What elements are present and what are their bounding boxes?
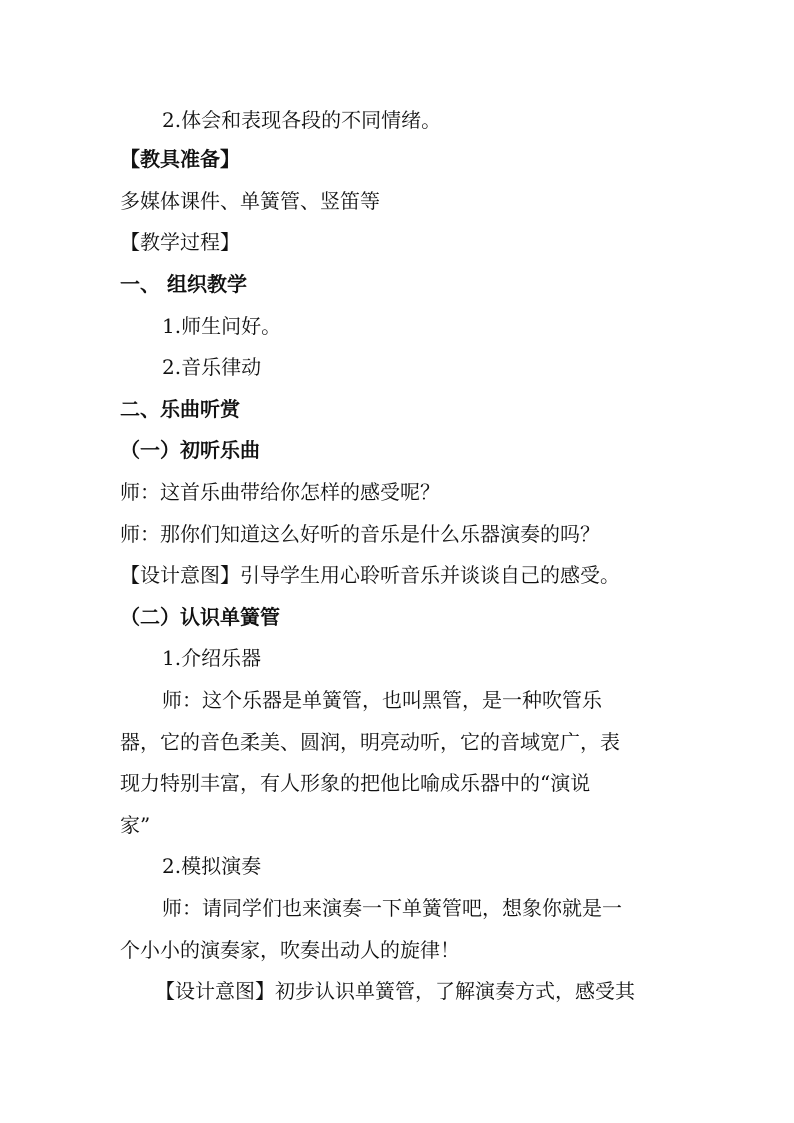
design-intent-1: 【设计意图】引导学生用心聆听音乐并谈谈自己的感受。 [120, 563, 620, 587]
paragraph-clarinet-line-1: 师：这个乐器是单簧管，也叫黑管，是一种吹管乐 [162, 688, 602, 712]
teacher-question-2: 师：那你们知道这么好听的音乐是什么乐器演奏的吗？ [120, 522, 600, 546]
step-simulate-play: 2.模拟演奏 [162, 854, 262, 878]
paragraph-simulate-line-1: 师：请同学们也来演奏一下单簧管吧，想象你就是一 [162, 896, 622, 920]
step-greeting: 1.师生问好。 [162, 314, 282, 338]
section-2-heading: 二、乐曲听赏 [120, 397, 240, 421]
teaching-aids-text: 多媒体课件、单簧管、竖笛等 [120, 189, 380, 213]
design-intent-2: 【设计意图】初步认识单簧管，了解演奏方式，感受其 [155, 979, 635, 1003]
step-introduce-instrument: 1.介绍乐器 [162, 646, 262, 670]
objective-line-2: 2.体会和表现各段的不同情绪。 [162, 108, 442, 132]
heading-teaching-process: 【教学过程】 [120, 230, 240, 254]
section-1-heading: 一、 组织教学 [120, 272, 247, 296]
subsection-2-heading: （二）认识单簧管 [120, 605, 280, 629]
teacher-question-1: 师：这首乐曲带给你怎样的感受呢？ [120, 480, 440, 504]
paragraph-clarinet-line-3: 现力特别丰富，有人形象的把他比喻成乐器中的“演说 [120, 771, 591, 795]
paragraph-clarinet-line-2: 器，它的音色柔美、圆润，明亮动听，它的音域宽广，表 [120, 730, 620, 754]
paragraph-simulate-line-2: 个小小的演奏家，吹奏出动人的旋律！ [120, 938, 460, 962]
step-rhythm: 2.音乐律动 [162, 355, 262, 379]
subsection-1-heading: （一）初听乐曲 [120, 438, 260, 462]
heading-teaching-aids: 【教具准备】 [120, 147, 240, 171]
paragraph-clarinet-line-4: 家” [120, 813, 151, 837]
